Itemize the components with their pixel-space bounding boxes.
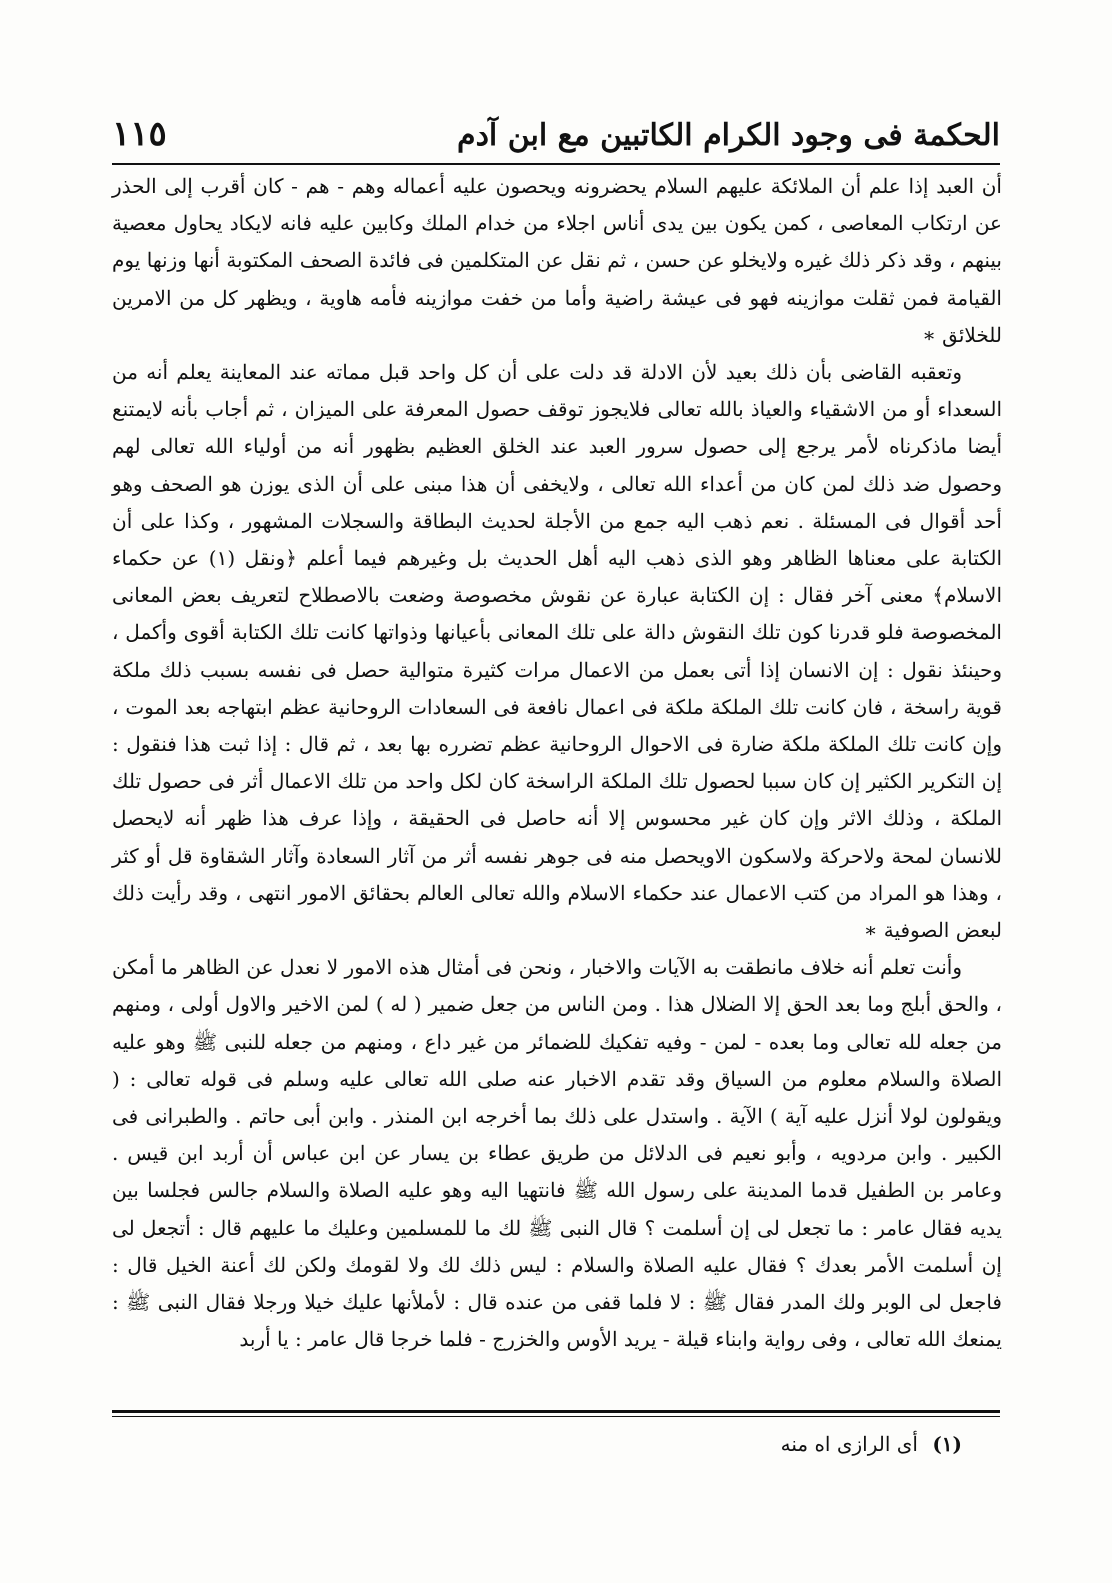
paragraph-1: أن العبد إذا علم أن الملائكة عليهم السلام يحضرونه ويحصون عليه أعماله وهم - هم - كان أقرب إلى الحذر عن ارتكاب المعاصى ، كمن يكون بين يدى أناس اجلاء من خدام الملك وكابين عليه فانه لايكاد يحاول معصية بينهم ، وقد ذكر ذلك غيره ولايخلو عن حسن ، ثم نقل عن المتكلمين فى فائدة الصحف المكتوبة أنها وزنها يوم القيامة فمن ثقلت موازينه فهو فى عيشة راضية وأما من خفت موازينه فأمه هاوية ، ويظهر كل من الامرين للخلائق ∗ [112,174,1002,347]
footnote-text: أى الرازى اه منه [780,1432,918,1456]
paragraph-3: وأنت تعلم أنه خلاف مانطقت به الآيات والاخبار ، ونحن فى أمثال هذه الامور لا نعدل عن الظاهر ما أمكن ، والحق أبلج وما بعد الحق إلا الضلال هذا . ومن الناس من جعل ضمير ( له ) لمن الاخير والاول أولى ، ومنهم من جعله لله تعالى وما بعده - لمن - وفيه تفكيك للضمائر من غير داع ، ومنهم من جعله للنبى ﷺ وهو عليه الصلاة والسلام معلوم من السياق وقد تقدم الاخبار عنه صلى الله تعالى عليه وسلم فى قوله تعالى : ( ويقولون لولا أنزل عليه آية ) الآية . واستدل على ذلك بما أخرجه ابن المنذر . وابن أبى حاتم . والطبرانى فى الكبير . وابن مردويه ، وأبو نعيم فى الدلائل من طريق عطاء بن يسار عن ابن عباس أن أربد ابن قيس . وعامر بن الطفيل قدما المدينة على رسول الله ﷺ فانتهيا اليه وهو عليه الصلاة والسلام جالس فجلسا بين يديه فقال عامر : ما تجعل لى إن أسلمت ؟ قال النبى ﷺ لك ما للمسلمين وعليك ما عليهم قال : أتجعل لى إن أسلمت الأمر بعدك ؟ فقال عليه الصلاة والسلام : ليس ذلك لك ولا لقومك ولكن لك أعنة الخيل قال : فاجعل لى الوبر ولك المدر فقال ﷺ : لا فلما قفى من عنده قال : لأملأنها عليك خيلا ورجلا فقال النبى ﷺ : يمنعك الله تعالى ، وفى رواية وابناء قيلة - يريد الأوس والخزرج - فلما خرجا قال عامر : يا أربد [112,955,1003,1352]
paragraph-2: وتعقبه القاضى بأن ذلك بعيد لأن الادلة قد دلت على أن كل واحد قبل مماته عند المعاينة يعلم أنه من السعداء أو من الاشقياء والعياذ بالله تعالى فلايجوز توقف حصول المعرفة على الميزان ، ثم أجاب بأنه لايمتنع أيضا ماذكرناه لأمر يرجع إلى حصول سرور العبد عند الخلق العظيم بظهور أنه من أولياء الله تعالى لهم وحصول ضد ذلك لمن كان من أعداء الله تعالى ، ولايخفى أن هذا مبنى على أن الذى يوزن هو الصحف وهو أحد أقوال فى المسئلة . نعم ذهب اليه جمع من الأجلة لحديث البطاقة والسجلات المشهور ، وكذا على أن الكتابة على معناها الظاهر وهو الذى ذهب اليه أهل الحديث بل وغيرهم فيما أعلم ﴿ونقل (١) عن حكماء الاسلام﴾ معنى آخر فقال : إن الكتابة عبارة عن نقوش مخصوصة وضعت بالاصطلاح لتعريف بعض المعانى المخصوصة فلو قدرنا كون تلك النقوش دالة على تلك المعانى بأعيانها وذواتها كانت تلك الكتابة أقوى وأكمل ، وحينئذ نقول : إن الانسان إذا أتى بعمل من الاعمال مرات كثيرة متوالية حصل فى نفسه بسبب ذلك ملكة قوية راسخة ، فان كانت تلك الملكة ملكة فى اعمال نافعة فى السعادات الروحانية عظم ابتهاجه بعد الموت ، وإن كانت تلك الملكة ملكة ضارة فى الاحوال الروحانية عظم تضرره بها بعد ، ثم قال : إذا ثبت هذا فنقول : إن التكرير الكثير إن كان سببا لحصول تلك الملكة الراسخة كان لكل واحد من تلك الاعمال أثر فى حصول تلك الملكة ، وذلك الاثر وإن كان غير محسوس إلا أنه حاصل فى الحقيقة ، وإذا عرف هذا ظهر أنه لايحصل للانسان لمحة ولاحركة ولاسكون الاويحصل منه فى جوهر نفسه أثر من آثار السعادة وآثار الشقاوة قل أو كثر ، وهذا هو المراد من كتب الاعمال عند حكماء الاسلام والله تعالى العالم بحقائق الامور انتهى ، وقد رأيت ذلك لبعض الصوفية ∗ [112,360,1003,943]
page-number: ١١٥ [112,114,167,154]
footnote-rule-thin [112,1416,1000,1417]
running-title: الحكمة فى وجود الكرام الكاتبين مع ابن آدم [457,118,1000,153]
main-text [112,168,1002,1359]
footnote-marker: (١) [932,1432,962,1456]
page-header [112,110,1000,160]
footnote [562,1432,962,1456]
header-rule [112,163,1000,165]
footnote-rule-thick [112,1410,1000,1413]
